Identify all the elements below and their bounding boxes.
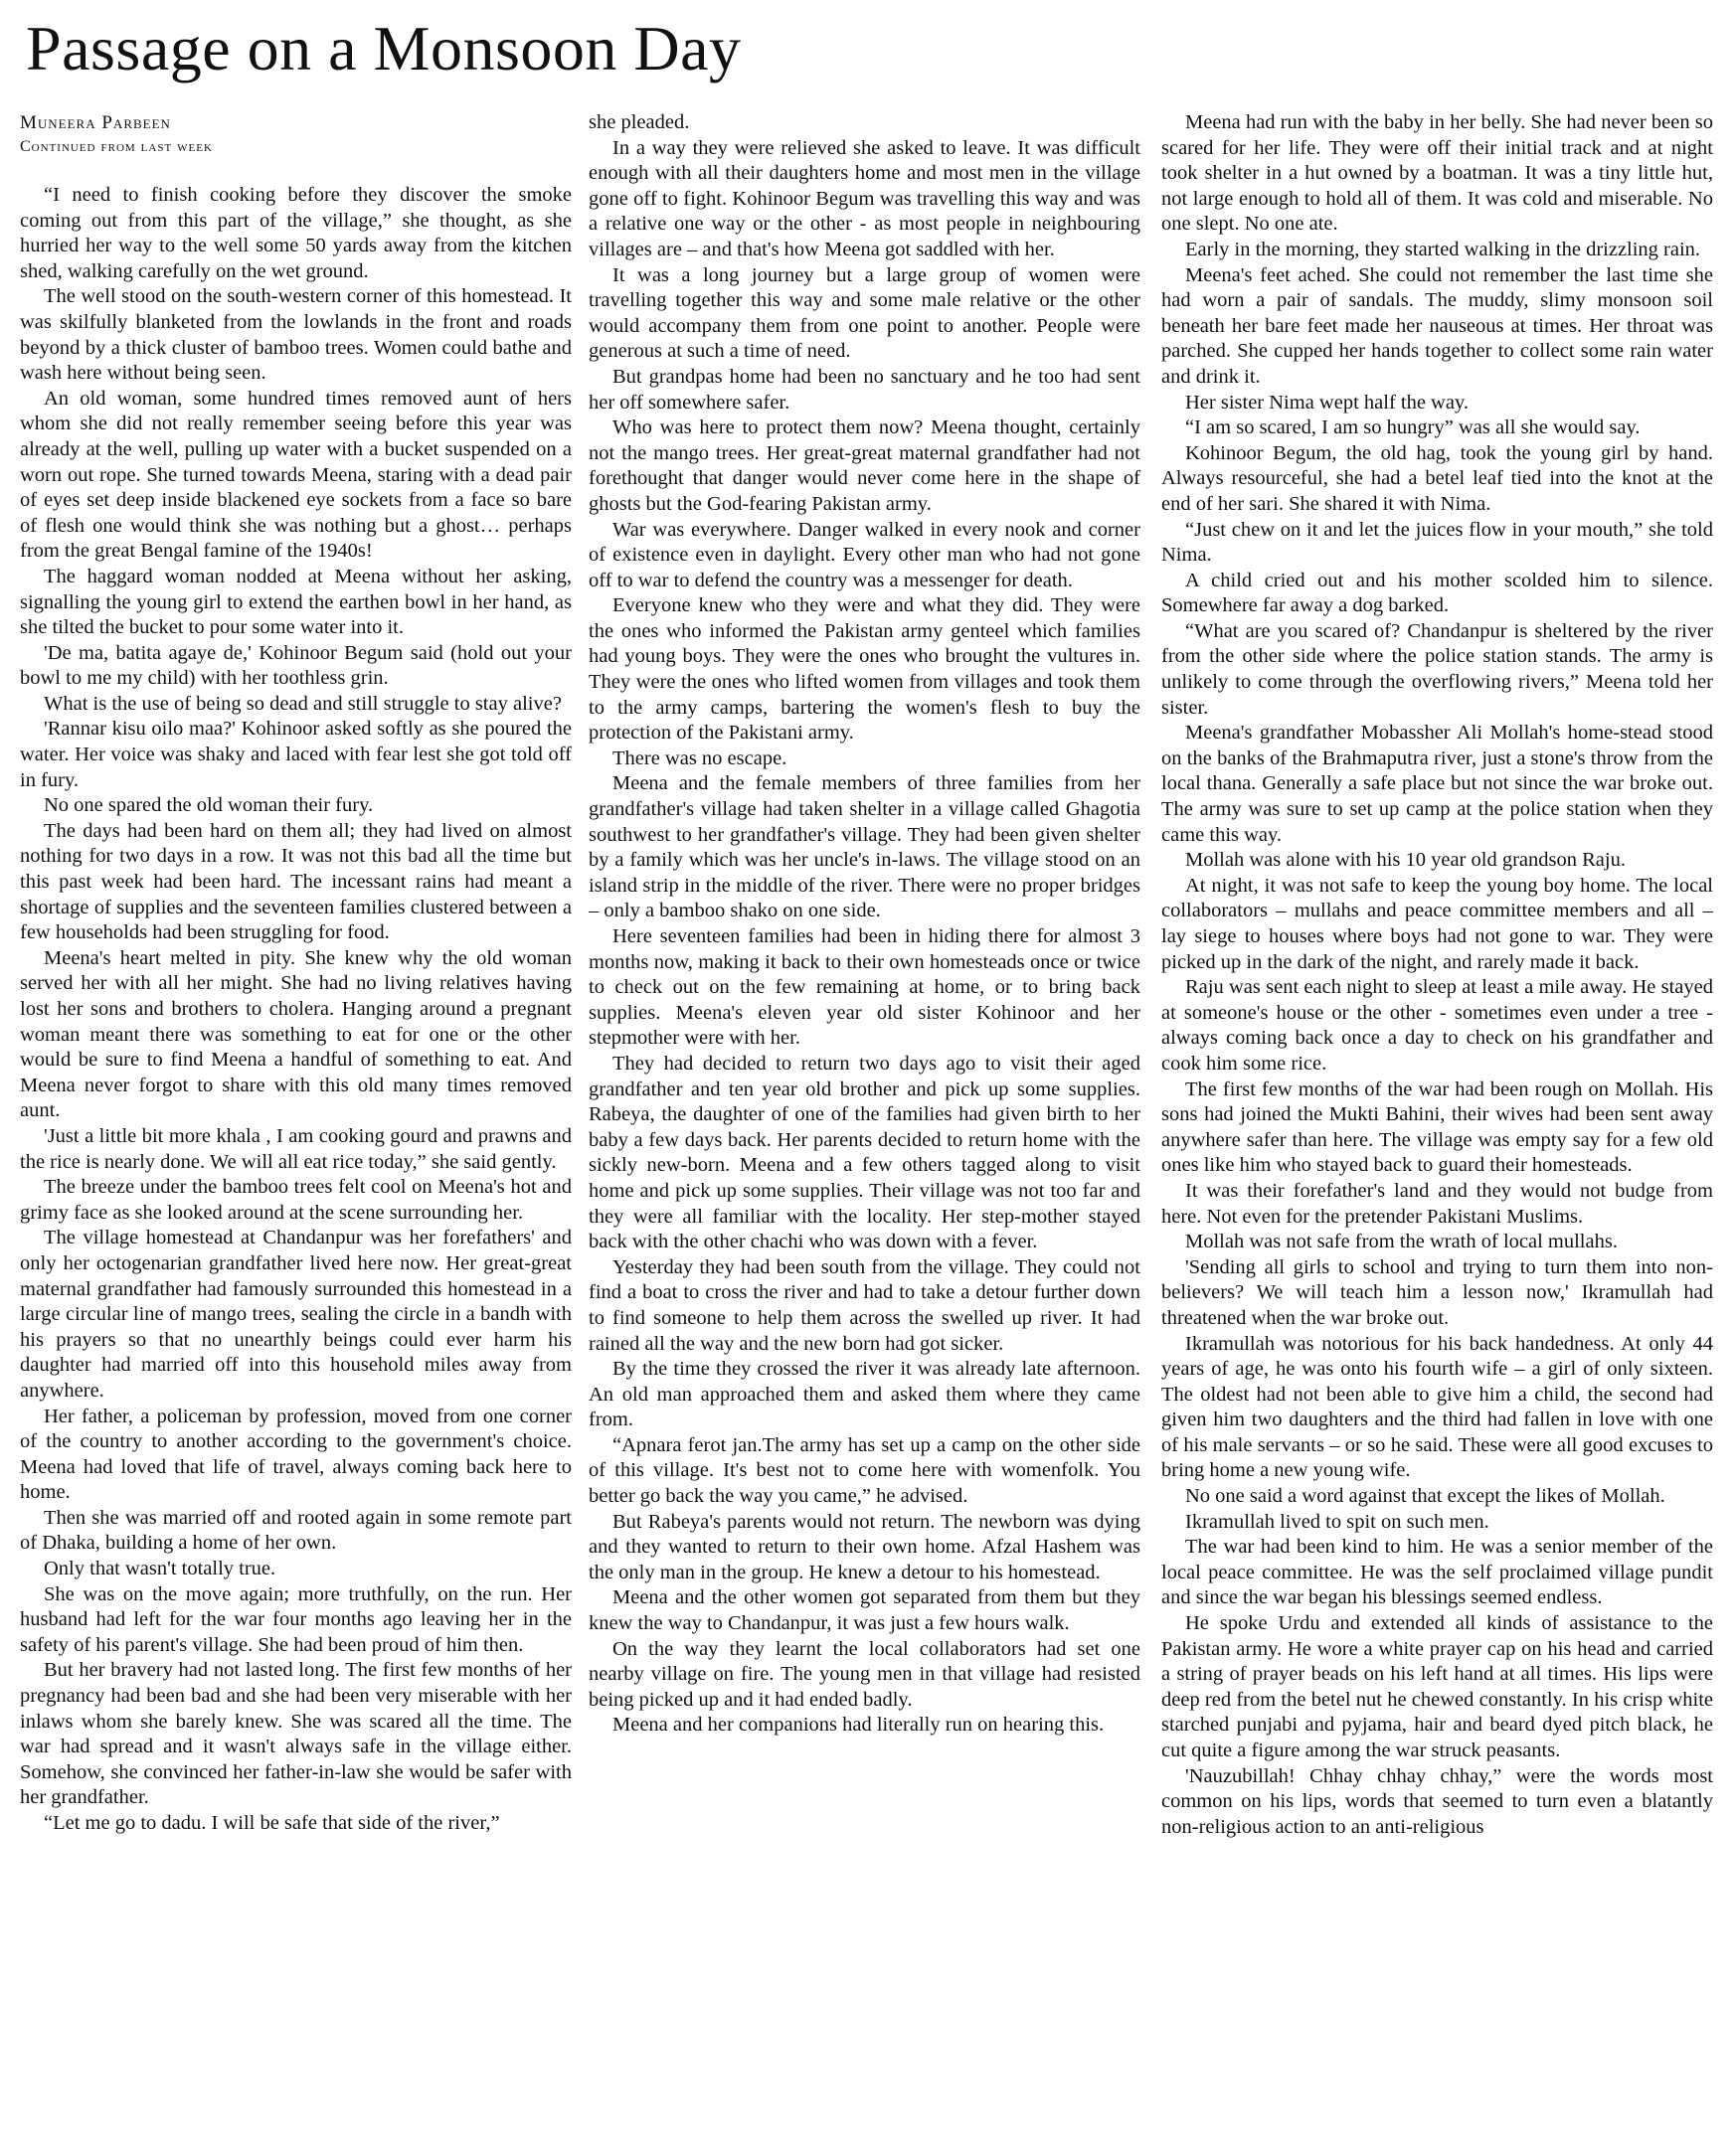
article-paragraph: “What are you scared of? Chandanpur is sheltered by the river from the other side where the police station stands. The army is unlikely to come through the overflowing rivers,” Meena told her sister.: [1161, 619, 1713, 719]
article-title: Passage on a Monsoon Day: [26, 13, 742, 83]
article-paragraph: Meena and her companions had literally run on hearing this.: [612, 1714, 1105, 1737]
article-paragraph: In a way they were relieved she asked to leave. It was difficult enough with all their daughters home and most men in the village gone off to fight. Kohinoor Begum was travelling this way and was a relative one way or the other - as most people in neighbouring villages are – and that's how Meena got saddled with her.: [589, 136, 1140, 260]
author-name: Muneera Parbeen: [20, 112, 171, 133]
article-paragraph: Meena had run with the baby in her belly. She had never been so scared for her life. They were off their initial track and at night took shelter in a hut owned by a boatman. It was a tiny little hut, not large enough to hold all of them. It was cold and miserable. No one slept. No one ate.: [1161, 111, 1713, 236]
article-paragraph: It was a long journey but a large group of women were travelling together this way and some male relative or the other would accompany them from one point to another. People were generous at such a time of need.: [589, 263, 1140, 363]
article-paragraph: she pleaded.: [589, 111, 690, 133]
byline: [20, 111, 213, 159]
article-paragraph: 'De ma, batita agaye de,' Kohinoor Begum said (hold out your bowl to me my child) with her toothless grin.: [20, 641, 572, 690]
article-paragraph: “Just chew on it and let the juices flow in your mouth,” she told Nima.: [1161, 518, 1713, 567]
article-paragraph: But Rabeya's parents would not return. The newborn was dying and they wanted to return to their own home. Afzal Hashem was the only man in the group. He knew a detour to his homestead.: [589, 1510, 1140, 1583]
article-paragraph: Only that wasn't totally true.: [44, 1558, 276, 1580]
article-paragraph: No one said a word against that except the likes of Mollah.: [1185, 1485, 1665, 1508]
article-paragraph: A child cried out and his mother scolded him to silence. Somewhere far away a dog barked.: [1161, 569, 1713, 617]
article-paragraph: Yesterday they had been south from the village. They could not find a boat to cross the river and had to take a detour further down to find someone to help them across the swelled up river. It had rained all the way and the new born had got sicker.: [589, 1255, 1140, 1355]
article-paragraph: The days had been hard on them all; they had lived on almost nothing for two days in a row. It was not this bad all the time but this past week had been hard. The incessant rains had meant a shortage of supplies and the seventeen families clustered between a few households had been struggling for food.: [20, 819, 572, 944]
article-paragraph: 'Just a little bit more khala , I am cooking gourd and prawns and the rice is nearly done. We will all eat rice today,” she said gently.: [20, 1124, 572, 1173]
article-paragraph: The war had been kind to him. He was a senior member of the local peace committee. He was the self proclaimed village pundit and since the war began his blessings seemed endless.: [1161, 1536, 1713, 1609]
article-paragraph: The haggard woman nodded at Meena without her asking, signalling the young girl to extend the earthen bowl in her hand, as she tilted the bucket to pour some water into it.: [20, 565, 572, 639]
article-paragraph: They had decided to return two days ago to visit their aged grandfather and ten year old brother and pick up some supplies. Rabeya, the daughter of one of the families had given birth to her baby a few days back. Her parents decided to return home with the sickly new-born. Meena and a few others tagged along to visit home and pick up some supplies. Their village was not too far and they were all familiar with the locality. Her step-mother stayed back with the other chachi who was down with a fever.: [589, 1052, 1140, 1253]
article-paragraph: Early in the morning, they started walking in the drizzling rain.: [1185, 238, 1701, 260]
article-paragraph: Everyone knew who they were and what they did. They were the ones who informed the Pakistan army genteel which families had young boys. They were the ones who brought the vultures in. They were the ones who lifted women from villages and took them to the army camps, bartering the women's flesh to buy the protection of the Pakistani army.: [589, 594, 1140, 745]
article-paragraph: Mollah was alone with his 10 year old grandson Raju.: [1185, 849, 1626, 872]
article-paragraph: Ikramullah lived to spit on such men.: [1185, 1510, 1489, 1533]
column-1: [20, 183, 572, 2141]
article-paragraph: He spoke Urdu and extended all kinds of assistance to the Pakistan army. He wore a white prayer cap on his head and carried a string of prayer beads on his left hand at all times. His lips were deep red from the betel nut he chewed constantly. In his crisp white starched punjabi and pyjama, hair and beard dyed pitch black, he cut quite a figure among the war struck peasants.: [1161, 1612, 1713, 1761]
article-paragraph: War was everywhere. Danger walked in every nook and corner of existence even in daylight. Every other man who had not gone off to war to defend the country was a messenger for death.: [589, 518, 1140, 591]
article-paragraph: Her father, a policeman by profession, moved from one corner of the country to another according to the government's choice. Meena had loved that life of travel, always coming back here to home.: [20, 1405, 572, 1504]
article-paragraph: Kohinoor Begum, the old hag, took the young girl by hand. Always resourceful, she had a betel leaf tied into the knot at the end of her sari. She shared it with Nima.: [1161, 441, 1713, 515]
article-paragraph: Meena's feet ached. She could not remember the last time she had worn a pair of sandals. The muddy, slimy monsoon soil beneath her bare feet made her nauseous at times. Her throat was parched. She cupped her hands together to collect some rain water and drink it.: [1161, 263, 1713, 388]
article-paragraph: Raju was sent each night to sleep at least a mile away. He stayed at someone's house or the other - sometimes even under a tree - always coming back once a day to check on his grandfather and cook him some rice.: [1161, 976, 1713, 1075]
article-paragraph: At night, it was not safe to keep the young boy home. The local collaborators – mullahs and peace committee members and all – lay siege to houses where boys had not gone to war. They were picked up in the dark of the night, and rarely made it back.: [1161, 874, 1713, 973]
article-paragraph: The breeze under the bamboo trees felt cool on Meena's hot and grimy face as she looked around at the scene surrounding her.: [20, 1176, 572, 1224]
article-paragraph: “I need to finish cooking before they discover the smoke coming out from this part of the village,” she thought, as she hurried her way to the well some 50 yards away from the kitchen shed, walking carefully on the wet ground.: [20, 184, 572, 282]
article-paragraph: But grandpas home had been no sanctuary and he too had sent her off somewhere safer.: [589, 365, 1140, 414]
column-3: [1161, 110, 1713, 2148]
article-paragraph: Meena's grandfather Mobassher Ali Mollah's home-stead stood on the banks of the Brahmaputra river, just a stone's throw from the local thana. Generally a safe place but not since the war broke out. The army was sure to set up camp at the police station when they came this way.: [1161, 722, 1713, 846]
article-paragraph: An old woman, some hundred times removed aunt of hers whom she did not really remember seeing before this year was already at the well, pulling up water with a bucket suspended on a worn out rope. She turned towards Meena, staring with a dead pair of eyes set deep inside blackened eye sockets from a face so bare of flesh one would think she was nothing but a ghost… perhaps from the great Bengal famine of the 1940s!: [20, 387, 572, 563]
column-2: [589, 110, 1140, 2148]
continued-note: Continued from last week: [20, 138, 213, 155]
article-paragraph: “I am so scared, I am so hungry” was all she would say.: [1185, 416, 1641, 439]
article-paragraph: Then she was married off and rooted again in some remote part of Dhaka, building a home of her own.: [20, 1506, 572, 1555]
article-paragraph: Meena's heart melted in pity. She knew why the old woman served her with all her might. She had no living relatives having lost her sons and brothers to cholera. Hanging around a pregnant woman meant there was something to eat for one or the other would be sure to find Meena a handful of something to eat. And Meena never forgot to share with this old many times removed aunt.: [20, 946, 572, 1122]
article-paragraph: It was their forefather's land and they would not budge from here. Not even for the pretender Pakistani Muslims.: [1161, 1179, 1713, 1228]
article-paragraph: Here seventeen families had been in hiding there for almost 3 months now, making it back to their own homesteads once or twice to check out on the few remaining at home, or to bring back supplies. Meena's eleven year old sister Kohinoor and her stepmother were with her.: [589, 925, 1140, 1050]
article-paragraph: On the way they learnt the local collaborators had set one nearby village on fire. The young men in that village had resisted being picked up and it had ended badly.: [589, 1637, 1140, 1711]
article-paragraph: The first few months of the war had been rough on Mollah. His sons had joined the Mukti Bahini, their wives had been sent away anywhere safer than here. The village was empty say for a few old ones like him who stayed back to guard their homesteads.: [1161, 1078, 1713, 1177]
article-paragraph: The well stood on the south-western corner of this homestead. It was skilfully blanketed from the lowlands in the front and roads beyond by a thick cluster of bamboo trees. Women could bathe and wash here without being seen.: [20, 285, 572, 385]
article-paragraph: She was on the move again; more truthfully, on the run. Her husband had left for the war four months ago leaving her in the safety of his parent's village. She had been proud of him then.: [20, 1582, 572, 1656]
article-paragraph: Who was here to protect them now? Meena thought, certainly not the mango trees. Her great-great maternal grandfather had not forethought that danger would never come here in the shape of ghosts but the God-fearing Pakistan army.: [589, 416, 1140, 515]
article-paragraph: By the time they crossed the river it was already late afternoon. An old man approached them and asked them where they came from.: [589, 1358, 1140, 1431]
article-paragraph: Meena and the female members of three families from her grandfather's village had taken shelter in a village called Ghagotia southwest to her grandfather's village. They had been given shelter by a family which was her uncle's in-laws. The village stood on an island strip in the middle of the river. There were no proper bridges – only a bamboo shako on one side.: [589, 772, 1140, 922]
article-paragraph: 'Sending all girls to school and trying to turn them into non-believers? We will teach him a lesson now,' Ikramullah had threatened when the war broke out.: [1161, 1255, 1713, 1329]
article-paragraph: Mollah was not safe from the wrath of local mullahs.: [1185, 1231, 1618, 1253]
article-paragraph: But her bravery had not lasted long. The first few months of her pregnancy had been bad and she had been very miserable with her inlaws whom she barely knew. She was scared all the time. The war had spread and it wasn't always safe in the village either. Somehow, she convinced her father-in-law she would be safer with her grandfather.: [20, 1659, 572, 1809]
article-paragraph: 'Rannar kisu oilo maa?' Kohinoor asked softly as she poured the water. Her voice was shaky and laced with fear lest she got told off in fury.: [20, 718, 572, 791]
article-paragraph: The village homestead at Chandanpur was her forefathers' and only her octogenarian grandfather lived here now. Her great-great maternal grandfather had famously surrounded this homestead in a large circular line of mango trees, sealing the circle in a bandh with his prayers so that no unearthly beings could ever harm his daughter had married off into this household miles away from anywhere.: [20, 1227, 572, 1402]
article-paragraph: “Let me go to dadu. I will be safe that side of the river,”: [44, 1812, 500, 1834]
article-paragraph: Meena and the other women got separated from them but they knew the way to Chandanpur, it was just a few hours walk.: [589, 1586, 1140, 1635]
article-paragraph: Ikramullah was notorious for his back handedness. At only 44 years of age, he was onto his fourth wife – a girl of only sixteen. The oldest had not been able to give him a child, the second had given him two daughters and the third had fallen in love with one of his male servants – or so he said. These were all good excuses to bring home a new young wife.: [1161, 1332, 1713, 1482]
article-paragraph: What is the use of being so dead and still struggle to stay alive?: [44, 692, 562, 715]
article-paragraph: There was no escape.: [612, 746, 787, 769]
article-paragraph: Her sister Nima wept half the way.: [1185, 391, 1470, 414]
article-paragraph: “Apnara ferot jan.The army has set up a camp on the other side of this village. It's best not to come here with womenfolk. You better go back the way you came,” he advised.: [589, 1433, 1140, 1508]
article-paragraph: 'Nauzubillah! Chhay chhay chhay,” were the words most common on his lips, words that seemed to turn even a blatantly non-religious action to an anti-religious: [1161, 1764, 1713, 1838]
article-paragraph: No one spared the old woman their fury.: [44, 794, 374, 817]
